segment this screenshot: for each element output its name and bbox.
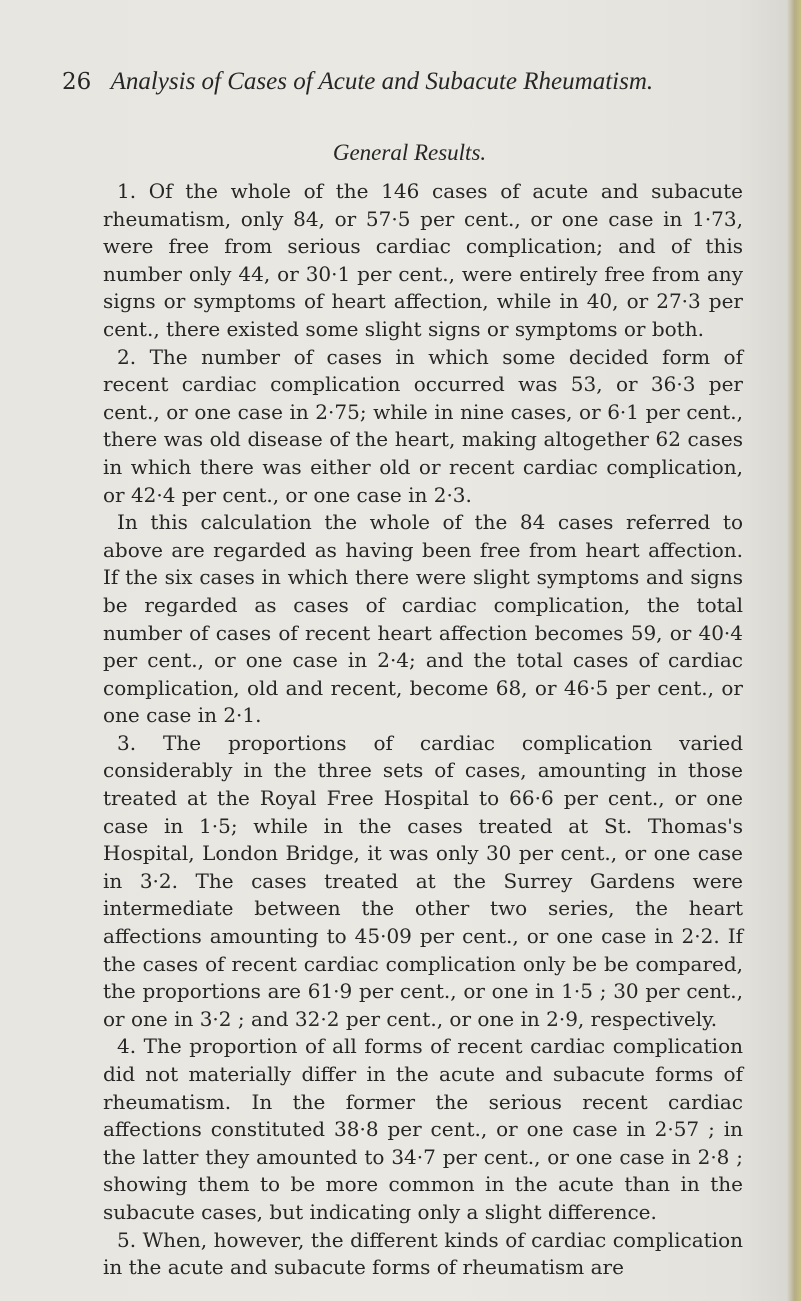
page-number: 26 — [62, 69, 92, 95]
paragraph-3: In this calculation the whole of the 84 cases referred to above are regarded as having been free from heart affection. If the six cases in which there were slight symptoms and signs be regarded as cases of cardiac complication, the total number of cases of recent heart affection becomes 59, or 40·4 per cent., or one case in 2·4; and the total cases of cardiac complication, old and recent, become 68, or 46·5 per cent., or one case in 2·1. — [103, 510, 743, 728]
page-edge-shadow — [787, 0, 801, 1301]
paragraph-4: 3. The proportions of cardiac complication varied considerably in the three sets of cases, amounting in those treated at the Royal Free Hospital to 66·6 per cent., or one case in 1·5; while in the cases treated at St. Thomas's Hospital, London Bridge, it was only 30 per cent., or one case in 3·2. The cases treated at the Surrey Gardens were intermediate between the other two series, the heart affections amounting to 45·09 per cent., or one case in 2·2. If the cases of recent cardiac complication only be be compared, the proportions are 61·9 per cent., or one in 1·5 ; 30 per cent., or one in 3·2 ; and 32·2 per cent., or one in 2·9, respectively. — [103, 730, 743, 1031]
running-title: Analysis of Cases of Acute and Subacute Rheumatism. — [110, 68, 654, 95]
section-title: General Results. — [332, 140, 487, 165]
paragraph-2: 2. The number of cases in which some decided form of recent cardiac complication occurred was 53, or 36·3 per cent., or one case in 2·75; while in nine cases, or 6·1 per cent., there was old disease of the heart, making altogether 62 cases in which there was either old or recent cardiac complication, or 42·4 per cent., or one case in 2·3. — [103, 344, 743, 507]
paragraph-1: 1. Of the whole of the 146 cases of acute and subacute rheumatism, only 84, or 57·5 per cent., or one case in 1·73, were free from serious cardiac complication; and of this number only 44, or 30·1 per cent., were entirely free from any signs or symptoms of heart affection, while in 40, or 27·3 per cent., there existed some slight signs or symptoms or both. — [103, 179, 743, 341]
body-text — [103, 178, 743, 1282]
running-head — [62, 68, 742, 96]
paragraph-6: 5. When, however, the different kinds of cardiac complication in the acute and subacute forms of rheumatism are — [103, 1227, 743, 1280]
paragraph-5: 4. The proportion of all forms of recent cardiac complication did not materially differ in the acute and subacute forms of rheumatism. In the former the serious recent cardiac affections constituted 38·8 per cent., or one case in 2·57 ; in the latter they amounted to 34·7 per cent., or one case in 2·8 ; showing them to be more common in the acute than in the subacute cases, but indicating only a slight difference. — [103, 1034, 743, 1224]
